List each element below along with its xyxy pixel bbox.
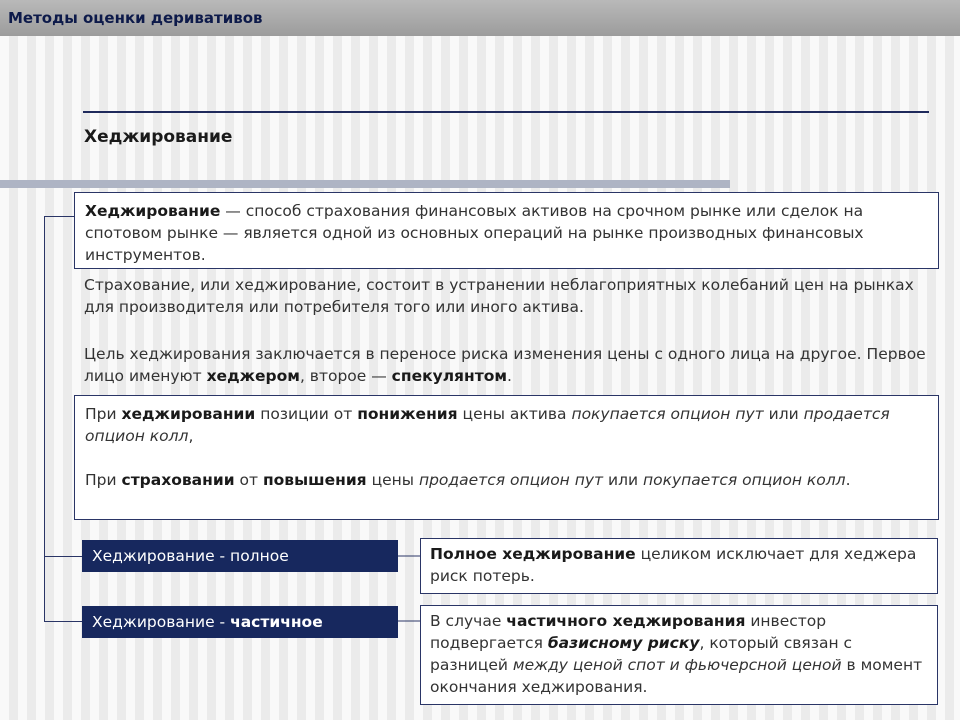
- options-box: [74, 395, 939, 520]
- text: При: [85, 471, 122, 489]
- text: позиции от: [255, 405, 358, 423]
- paragraph-insurance: Страхование, или хеджирование, состоит в устранении неблагоприятных колебаний цен на рынках для производителя или потребителя того или иного актива.: [84, 276, 914, 316]
- emphasis: покупается опцион пут: [571, 405, 764, 423]
- text: Хеджирование -: [92, 613, 231, 631]
- paragraph-goal: [84, 343, 934, 387]
- term: повышения: [262, 471, 367, 489]
- text: , второе —: [299, 367, 392, 385]
- tree-connector-vertical: [44, 216, 45, 622]
- emphasis: покупается опцион колл: [643, 471, 846, 489]
- tree-connector-definition: [44, 216, 74, 217]
- decorative-band: [0, 180, 730, 188]
- text: от: [234, 471, 263, 489]
- emphasis: продается опцион колл: [85, 405, 890, 445]
- tree-connector-full: [44, 556, 82, 557]
- text: .: [845, 471, 851, 489]
- term-hedger: хеджером: [206, 367, 300, 385]
- text: или: [603, 471, 644, 489]
- text: цены актива: [457, 405, 572, 423]
- options-line-2: [85, 469, 928, 491]
- header-bar: [0, 0, 960, 36]
- full-hedging-description: [420, 538, 938, 594]
- spacer: [85, 447, 928, 469]
- text: , который связан с разницей: [430, 634, 853, 674]
- text: В случае: [430, 612, 507, 630]
- options-line-1: [85, 403, 928, 447]
- term: частичное: [230, 613, 323, 631]
- title-divider: [83, 111, 929, 113]
- text: целиком исключает для хеджера риск потерь.: [430, 545, 917, 585]
- term: Полное хеджирование: [430, 545, 636, 563]
- term: понижения: [357, 405, 458, 423]
- header-title: Методы оценки деривативов: [8, 9, 263, 27]
- section-title: Хеджирование: [84, 127, 233, 147]
- text: .: [507, 367, 512, 385]
- text: Цель хеджирования заключается в переносе риска изменения цены с одного лица на другое. Первое лицо именуют: [84, 345, 926, 385]
- text: ,: [188, 427, 194, 445]
- term: хеджировании: [121, 405, 256, 423]
- text: При: [85, 405, 122, 423]
- definition-box: [74, 192, 939, 269]
- text: в момент окончания хеджирования.: [430, 656, 923, 696]
- emphasis: между ценой спот и фьючерсной ценой: [512, 656, 842, 674]
- text: инвестор подвергается: [430, 612, 827, 652]
- text: или: [763, 405, 804, 423]
- definition-text: — способ страхования финансовых активов на срочном рынке или сделок на спотовом рынке — является одной из основных операций на рынке производных финансовых инструментов.: [85, 202, 864, 264]
- term-basis-risk: базисному риску: [547, 634, 700, 652]
- text: цены: [366, 471, 419, 489]
- label-partial-hedging: [82, 606, 398, 638]
- emphasis: продается опцион пут: [418, 471, 604, 489]
- term: страховании: [121, 471, 235, 489]
- term: частичного хеджирования: [506, 612, 746, 630]
- term-speculator: спекулянтом: [391, 367, 508, 385]
- tree-connector-partial: [44, 621, 82, 622]
- definition-term: Хеджирование: [85, 202, 221, 220]
- partial-hedging-description: [420, 605, 938, 705]
- label-full-hedging: Хеджирование - полное: [82, 540, 398, 572]
